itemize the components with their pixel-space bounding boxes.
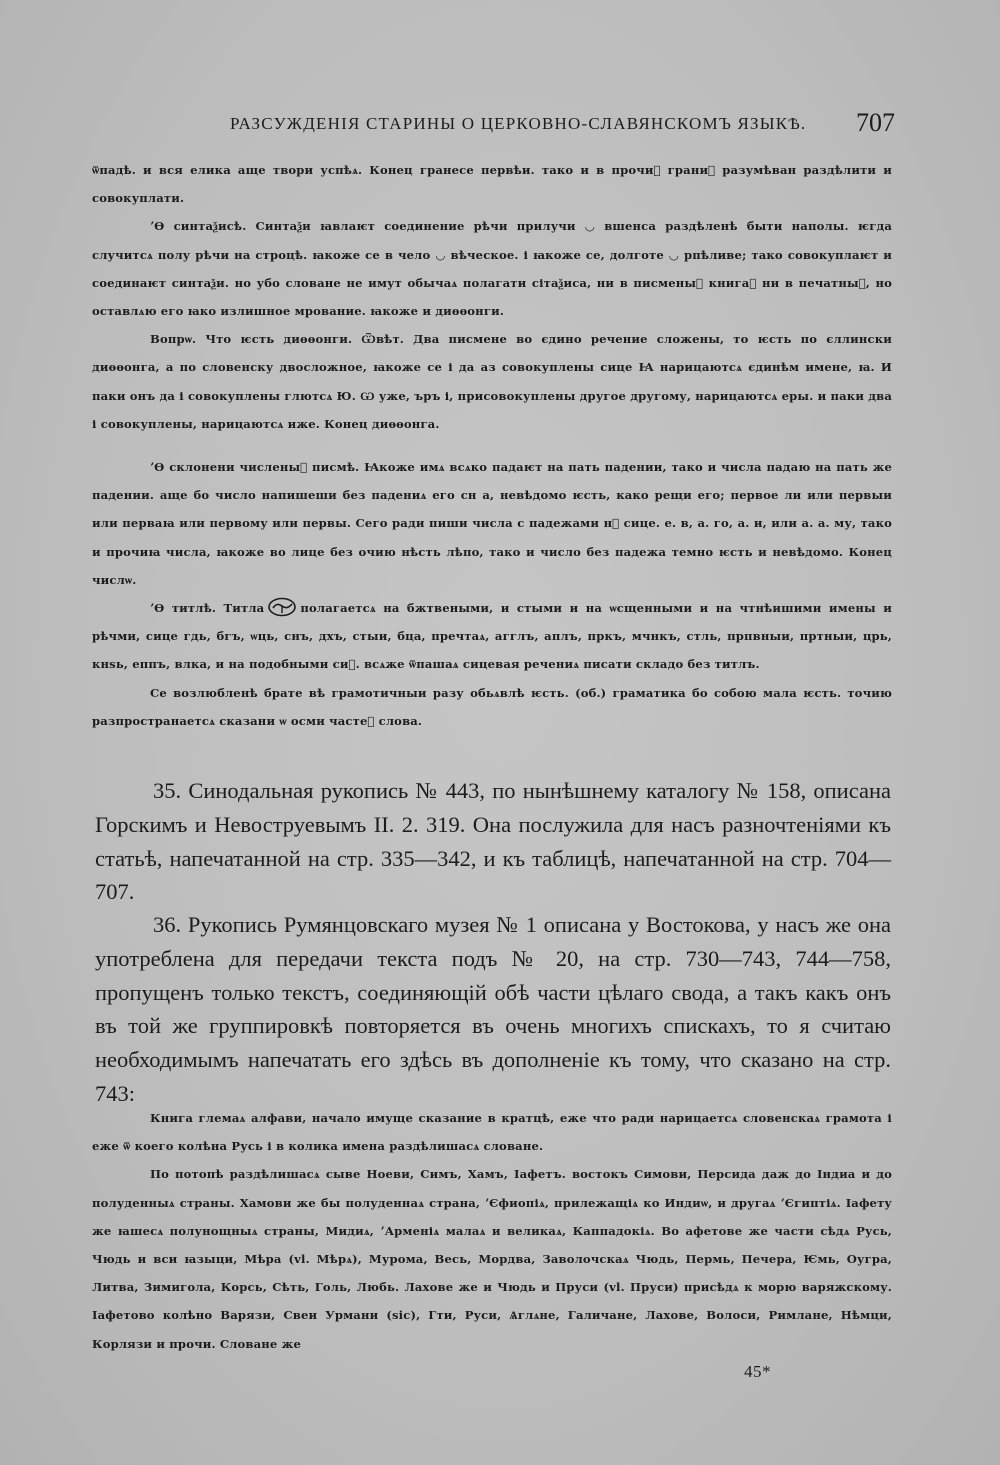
paragraph-syntaxis: ʼѲ синтаѯисѣ. Синтаѯи ꙗвлаѥт соединение рѣчи прилучи ◡ вшенса раздѣленѣ быти наполы. ѥгда случитсѧ полу рѣчи на строцѣ. ꙗкоже се в чело ◡ вѣческое. і ꙗкоже се, долготе ◡ рпѣливе; тако совокуплаѥт и соединаѥт синтаѯи. но убо словане не имут обычаѧ полагати сітаѯиса, ни в писменыⷯ книгаⷯ ни в печатныⷯ, но оставлѧю его ꙗко излишное мрование. ꙗкоже и диѳѳонги.	[92, 219, 892, 319]
running-title: РАЗСУЖДЕНІЯ СТАРИНЫ О ЦЕРКОВНО-СЛАВЯНСКОМЪ ЯЗЫКѢ.	[230, 114, 807, 133]
page-number: 707	[856, 108, 895, 137]
printer-signature: 45*	[744, 1362, 771, 1381]
church-slavonic-block-4	[92, 1104, 892, 1358]
paragraph-after-flood: По потопѣ раздѣлишасѧ сыве Ноеви, Симъ, Хамъ, Іафетъ. востокъ Симови, Персида даж до Індиа и до полуденныѧ страны. Хамови же бы полуденнаѧ страна, ʼЄфиопіѧ, прилежащіѧ ко Индиѡ, и другаѧ ʼЄгиптіѧ. Іафету же ꙗшесѧ полунощныѧ страны, Мидиѧ, ʼАрменіѧ малаѧ и великаѧ, Каппадокіѧ. Во афетове же части сѣдѧ Русь, Чюдь и вси ꙗзыци, Мѣра (vl. Мѣрѧ), Мурома, Весь, Мордва, Заволочскаѧ Чюдь, Пермь, Печера, Ѥмь, Оугра, Литва, Зимигола, Корсь, Сѣть, Голь, Любь. Лахове же и Чюдь и Пруси (vl. Пруси) присѣдѧ к морю варяжскому. Іафетово колѣно Варязи, Свеи Урмани (sic), Гти, Руси, Ѧглѧне, Галичане, Лахове, Волоси, Римлане, Нѣмци, Корлязи и прочи. Словане же	[92, 1167, 892, 1351]
modern-section-35	[95, 774, 891, 909]
church-slavonic-block-1	[92, 156, 892, 438]
church-slavonic-block-3	[92, 594, 892, 735]
paragraph-alphabet-book: Книга глемаѧ алфави, начало имуще сказание в кратцѣ, еже что ради нарицаетсѧ словенскаѧ грамота і еже ѿ коего колѣна Русь і в колика имена раздѣлишасѧ словане.	[92, 1111, 892, 1154]
titlo-text-end: полагаетсѧ на бжтвеными, и стыми и на ѡсщенными и на чтнѣишими имены и рѣчми, сице гдь, бгъ, ѡць, снъ, дхъ, стыи, бца, пречтаѧ, агглъ, аплъ, пркъ, мчнкъ, стль, прпвныи, пртныи, црь, кнѕь, еппъ, влка, и на подобными сиⷯ. всѧже ѿпашаѧ сицевая речениѧ писати складо без титлъ.	[92, 601, 892, 672]
paragraph-numerals: ʼѲ склонени численыⷯ писмѣ. Ꙗкоже имѧ всѧко падаѥт на пать падении, тако и числа падаю на пать же падении. аще бо число напишеши без падениѧ его сн а, невѣдомо ѥсть, како рещи его; первое ли или первыи или перваꙗ или первому или первы. Сего ради пиши числа с падежами нⷯ сице. е. в, а. го, а. и, или а. а. му, тако и прочиꙗ числа, ꙗкоже во лице без очию нѣсть лѣпо, тако и число без падежа темно ѥсть и невѣдомо. Конец числѡ.	[92, 460, 892, 587]
church-slavonic-block-2	[92, 453, 892, 594]
modern-section-36	[95, 908, 891, 1111]
paragraph-36: 36. Рукопись Румянцовскаго музея № 1 описана у Востокова, у насъ же она употреблена для передачи текста подъ № 20, на стр. 730—743, 744—758, пропущенъ только текстъ, соединяющій обѣ части цѣлаго свода, а такъ какъ онъ въ той же группировкѣ повторяется въ очень многихъ спискахъ, то я считаю необходимымъ напечатать его здѣсь въ дополненіе къ тому, что сказано на стр. 743:	[95, 912, 891, 1106]
paragraph-35: 35. Синодальная рукопись № 443, по нынѣшнему каталогу № 158, описана Горскимъ и Невоструевымъ II. 2. 319. Она послужила для насъ разночтеніями къ статьѣ, напечатанной на стр. 335—342, и къ таблицѣ, напечатанной на стр. 704—707.	[95, 778, 891, 905]
page-header	[230, 108, 895, 138]
titlo-symbol-icon	[267, 597, 297, 617]
titlo-text-start: ʼѲ титлѣ. Титла	[150, 601, 265, 615]
paragraph: ѿпадѣ. и вся елика аще твори успѣѧ. Конец гранесе первѣи. тако и в прочиⷯ граниⷯ разумѣван раздѣлити и совокуплати.	[92, 163, 892, 206]
paragraph-grammar: Се возлюбленѣ брате вѣ грамотичныи разу обьѧвлѣ ѥсть. (об.) граматика бо собою мала ѥсть. точию разпространаетсѧ сказани ѡ осми частеⷯ слова.	[92, 685, 892, 728]
paragraph-diphthongs: Вопрѡ. Что ѥсть диѳѳонги. Ѿвѣт. Два писмене во єдино речение сложены, то ѥсть по єллински диѳѳонга, а по словенску двосложное, ꙗкоже се і да аз совокуплены сице Ꙗ нарицаютсѧ єдинѣм имене, ꙗ. И паки онъ да і совокуплены глютсѧ Ю. Ѡ уже, ъръ і, присовокуплены другое другому, нарицаютсѧ еры. и паки два і совокуплены, нарицаютсѧ иже. Конец диѳѳонга.	[92, 332, 893, 431]
paragraph-titlo	[92, 594, 892, 679]
